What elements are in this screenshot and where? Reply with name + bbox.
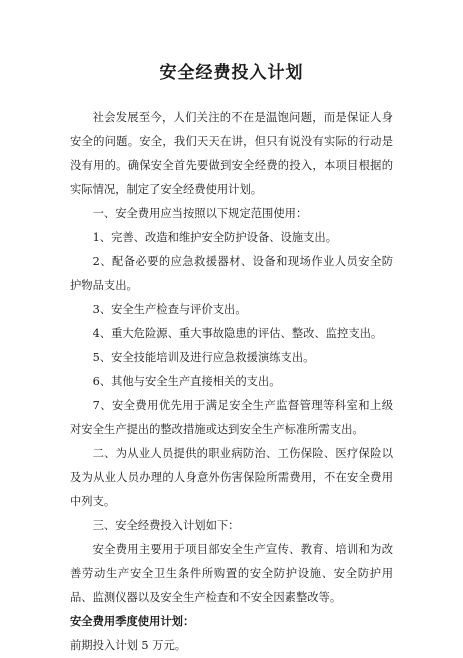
paragraph-section-2: 二、为从业人员提供的职业病防治、工伤保险、医疗保险以及为从业人员办理的人身意外伤害保险所需费用，不在安全费用中列支。 [70, 447, 393, 508]
paragraph-section-1-heading: 一、安全费用应当按照以下规定范围使用： [92, 207, 308, 220]
paragraph-item-4: 4、重大危险源、重大事故隐患的评估、整改、监控支出。 [92, 327, 383, 340]
paragraph-item-7: 7、安全费用优先用于满足安全生产监督管理等科室和上级对安全生产提出的整改措施或达到安全生产标准所需支出。 [70, 399, 393, 436]
subheading-quarterly-plan: 安全费用季度使用计划： [70, 615, 195, 628]
paragraph-intro: 社会发展至今，人们关注的不在是温饱问题，而是保证人身安全的问题。安全，我们天天在讲，但只有说没有实际的行动是没有用的。确保安全首先要做到安全经费的投入，本项目根据的实际情况，制定了安全经费使用计划。 [70, 111, 393, 196]
paragraph-item-2: 2、配备必要的应急救援器材、设备和现场作业人员安全防护物品支出。 [70, 255, 393, 292]
paragraph-item-5: 5、安全技能培训及进行应急救援演练支出。 [92, 351, 315, 364]
paragraph-item-1: 1、完善、改造和维护安全防护设备、设施支出。 [92, 231, 338, 244]
paragraph-item-3: 3、安全生产检查与评价支出。 [92, 303, 247, 316]
paragraph-initial-investment: 前期投入计划 5 万元。 [70, 639, 187, 652]
paragraph-section-3-body: 安全费用主要用于项目部安全生产宣传、教育、培训和为改善劳动生产安全卫生条件所购置的安全防护设施、安全防护用品、监测仪器以及安全生产检查和不安全因素整改等。 [70, 543, 393, 604]
document-title: 安全经费投入计划 [159, 63, 304, 83]
paragraph-item-6: 6、其他与安全生产直接相关的支出。 [92, 375, 281, 388]
paragraph-section-3-heading: 三、安全经费投入计划如下： [92, 519, 240, 532]
